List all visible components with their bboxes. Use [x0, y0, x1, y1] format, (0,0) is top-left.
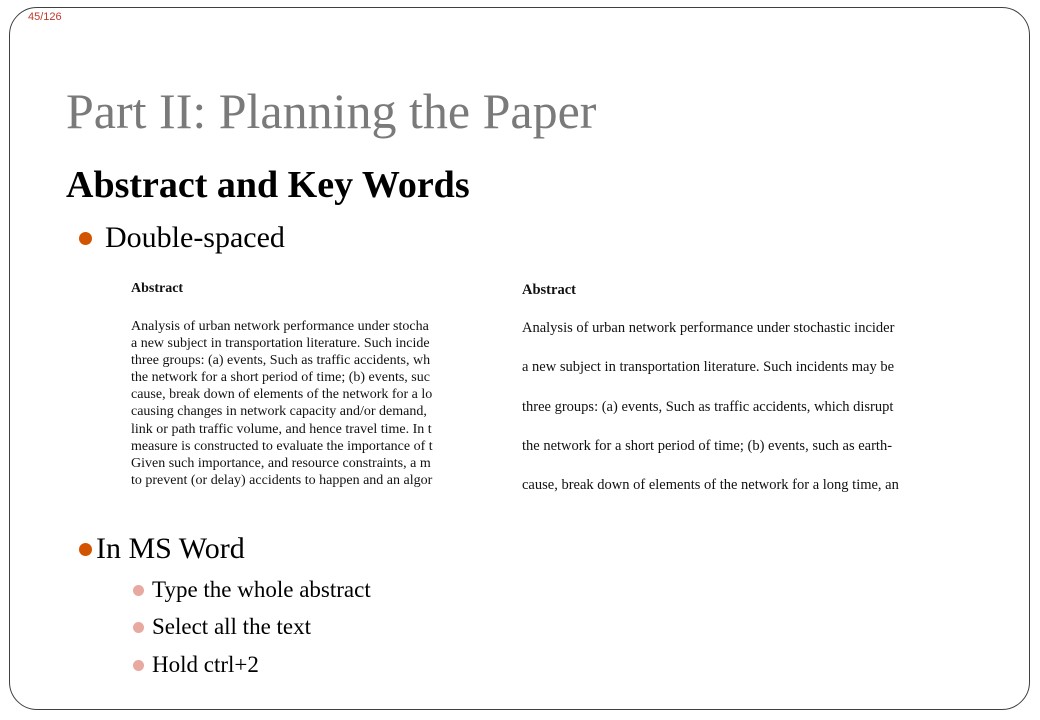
single-spaced-abstract-sample: [131, 277, 493, 515]
slide-subtitle: Abstract and Key Words: [66, 164, 470, 206]
sub-bullet-label: Type the whole abstract: [152, 577, 371, 602]
sample-line: a new subject in transportation literature. Such incidents may be: [522, 359, 895, 376]
sample-line: measure is constructed to evaluate the importance of t: [131, 438, 433, 454]
sample-line: the network for a short period of time; (b) events, suc: [131, 370, 430, 386]
slide-title: Part II: Planning the Paper: [66, 83, 597, 139]
sample-heading: Abstract: [131, 281, 184, 296]
double-spaced-abstract-sample: [522, 277, 952, 517]
sub-bullet-select-text: [133, 614, 311, 640]
sub-bullet-dot-icon: [133, 622, 144, 633]
sample-lines: [131, 318, 433, 489]
page-number: 45/126: [28, 11, 62, 23]
sample-line: three groups: (a) events, Such as traffic accidents, wh: [131, 353, 431, 369]
sample-line: Analysis of urban network performance under stochastic incider: [522, 320, 895, 336]
sub-bullet-label: Hold ctrl+2: [152, 652, 259, 677]
sample-line: causing changes in network capacity and/or demand,: [131, 404, 427, 420]
sub-bullet-label: Select all the text: [152, 614, 312, 639]
sample-line: Analysis of urban network performance under stocha: [131, 319, 429, 334]
sub-bullet-type-abstract: [133, 577, 371, 603]
bullet-ms-word: [79, 532, 245, 566]
bullet-double-spaced: [79, 221, 285, 255]
sample-line: to prevent (or delay) accidents to happen and an algor: [131, 472, 433, 488]
sub-bullet-dot-icon: [133, 660, 144, 671]
sub-bullet-hold-ctrl: [133, 652, 259, 678]
sample-line: link or path traffic volume, and hence travel time. In t: [131, 421, 432, 437]
sample-line: cause, break down of elements of the network for a lo: [131, 387, 433, 403]
sample-line: the network for a short period of time; (b) events, such as earth-: [522, 437, 893, 454]
bullet-label: In MS Word: [96, 532, 245, 565]
sample-lines: [522, 319, 899, 515]
sample-line: cause, break down of elements of the network for a long time, an: [522, 477, 899, 494]
sample-line: Given such importance, and resource constraints, a m: [131, 455, 431, 471]
sample-heading: Abstract: [522, 282, 576, 298]
bullet-dot-icon: [79, 543, 92, 556]
sample-line: a new subject in transportation literature. Such incide: [131, 336, 430, 352]
bullet-dot-icon: [79, 232, 92, 245]
sample-line: three groups: (a) events, Such as traffic accidents, which disrupt: [522, 398, 894, 415]
sub-bullet-dot-icon: [133, 585, 144, 596]
bullet-label: Double-spaced: [105, 221, 285, 254]
